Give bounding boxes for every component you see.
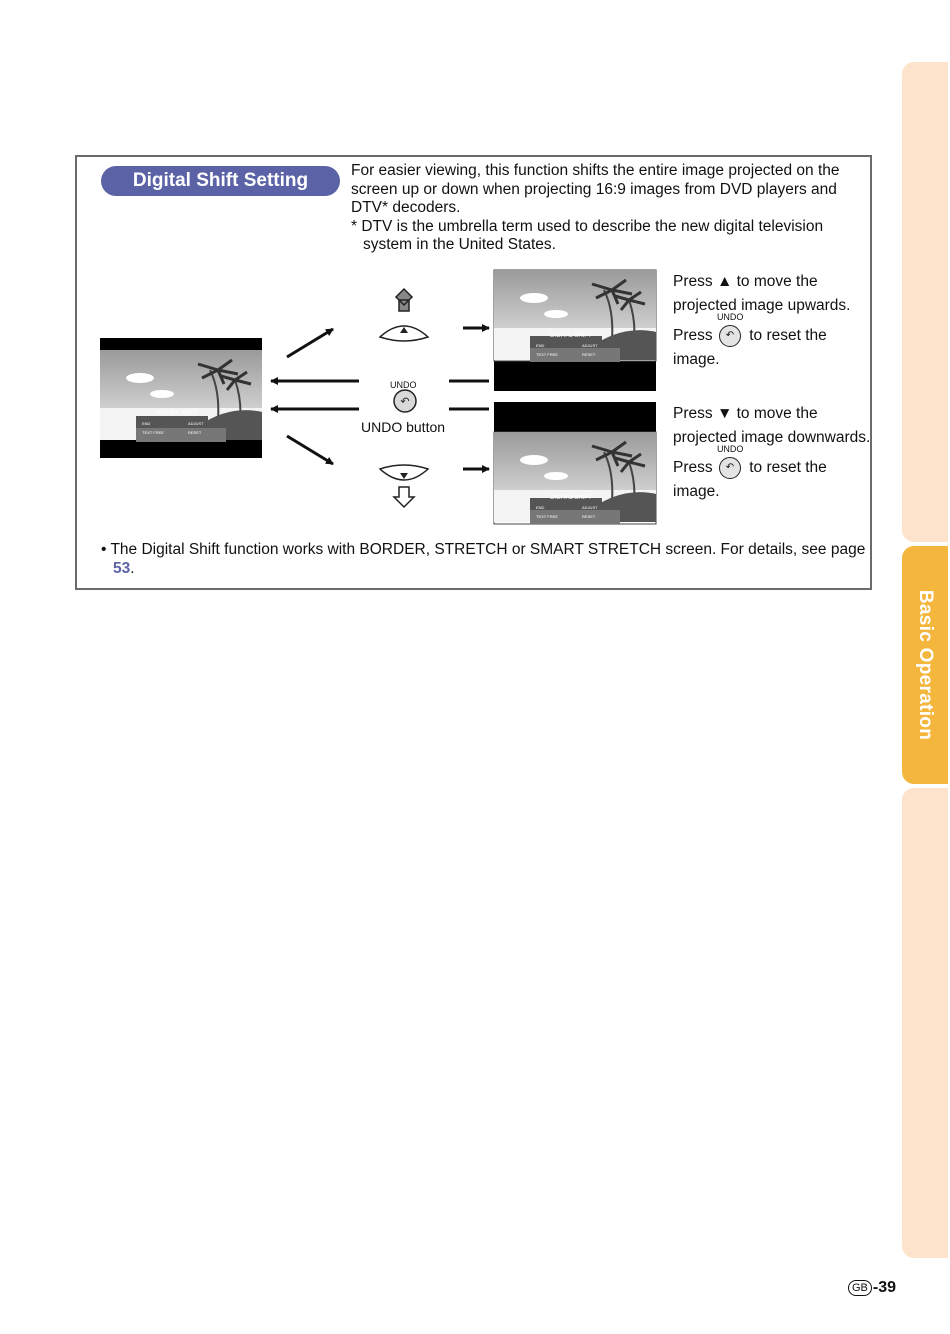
undo-small-label: UNDO	[716, 443, 744, 454]
press-word: Press	[673, 459, 713, 476]
side-tab-upper	[902, 62, 948, 542]
page-number-text: -39	[872, 1279, 897, 1296]
side-tab-lower	[902, 788, 948, 1258]
bullet-note-suffix: .	[130, 560, 135, 577]
page-number	[848, 1279, 896, 1297]
arrow-normal-to-down	[287, 436, 333, 464]
bullet-note	[101, 540, 873, 578]
undo-arrow-icon: ↶	[719, 457, 741, 479]
up-key-icon	[380, 289, 428, 341]
down-triangle-icon: ▼	[716, 405, 733, 422]
dtv-footnote: * DTV is the umbrella term used to describe the new digital television system in the United States.	[351, 217, 824, 253]
digital-shift-section	[75, 155, 872, 590]
down-key-icon	[380, 465, 428, 507]
arrow-normal-to-up	[287, 329, 333, 357]
undo-arrow-icon: ↶	[400, 395, 410, 408]
side-tab-label: Basic Operation	[915, 589, 936, 741]
intro-paragraph: For easier viewing, this function shifts the entire image projected on the screen up or down when projecting 16:9 images from DVD players and DTV* decoders.	[351, 162, 840, 216]
down-action-text: to move the projected image downwards.	[673, 405, 871, 446]
screen-normal	[100, 338, 262, 458]
undo-arrow-icon: ↶	[719, 325, 741, 347]
osd-item: RESET	[582, 514, 596, 519]
undo-label: UNDO	[390, 380, 417, 390]
osd-item: RESET	[188, 430, 202, 435]
osd-title: DIGITAL SHIFT	[550, 333, 592, 339]
osd-item: END	[536, 343, 545, 348]
digital-shift-diagram	[77, 157, 870, 588]
undo-small-label: UNDO	[716, 311, 744, 322]
osd-title: DIGITAL SHIFT	[156, 410, 198, 416]
side-tab-basic-operation[interactable]	[902, 546, 948, 784]
undo-button-caption: UNDO button	[361, 419, 446, 435]
screen-shifted-down	[494, 402, 656, 524]
bullet-icon: •	[101, 541, 111, 558]
osd-item: RESET	[582, 352, 596, 357]
flow-arrows	[271, 328, 489, 469]
reset-action-text: to reset the image.	[673, 327, 827, 368]
screen-shifted-up	[494, 270, 656, 391]
osd-title: DIGITAL SHIFT	[550, 495, 592, 501]
osd-item: END	[536, 505, 545, 510]
press-word: Press	[673, 327, 713, 344]
up-action-text: to move the projected image upwards.	[673, 273, 851, 314]
osd-item: TEXT FREE	[536, 352, 558, 357]
osd-item: END	[142, 421, 151, 426]
reset-action-text: to reset the image.	[673, 459, 827, 500]
osd-item: TEXT FREE	[142, 430, 164, 435]
osd-item: ADJUST	[582, 505, 598, 510]
bullet-note-text: The Digital Shift function works with BORDER, STRETCH or SMART STRETCH screen. For details, see page	[110, 541, 866, 558]
osd-item: ADJUST	[582, 343, 598, 348]
undo-remote-button	[394, 390, 416, 412]
osd-item: ADJUST	[188, 421, 204, 426]
gb-badge: GB	[848, 1280, 872, 1296]
press-word: Press	[673, 405, 713, 422]
page-reference-link[interactable]: 53	[113, 560, 131, 577]
press-word: Press	[673, 273, 713, 290]
osd-item: TEXT FREE	[536, 514, 558, 519]
section-title: Digital Shift Setting	[101, 166, 340, 196]
up-triangle-icon: ▲	[716, 273, 733, 290]
